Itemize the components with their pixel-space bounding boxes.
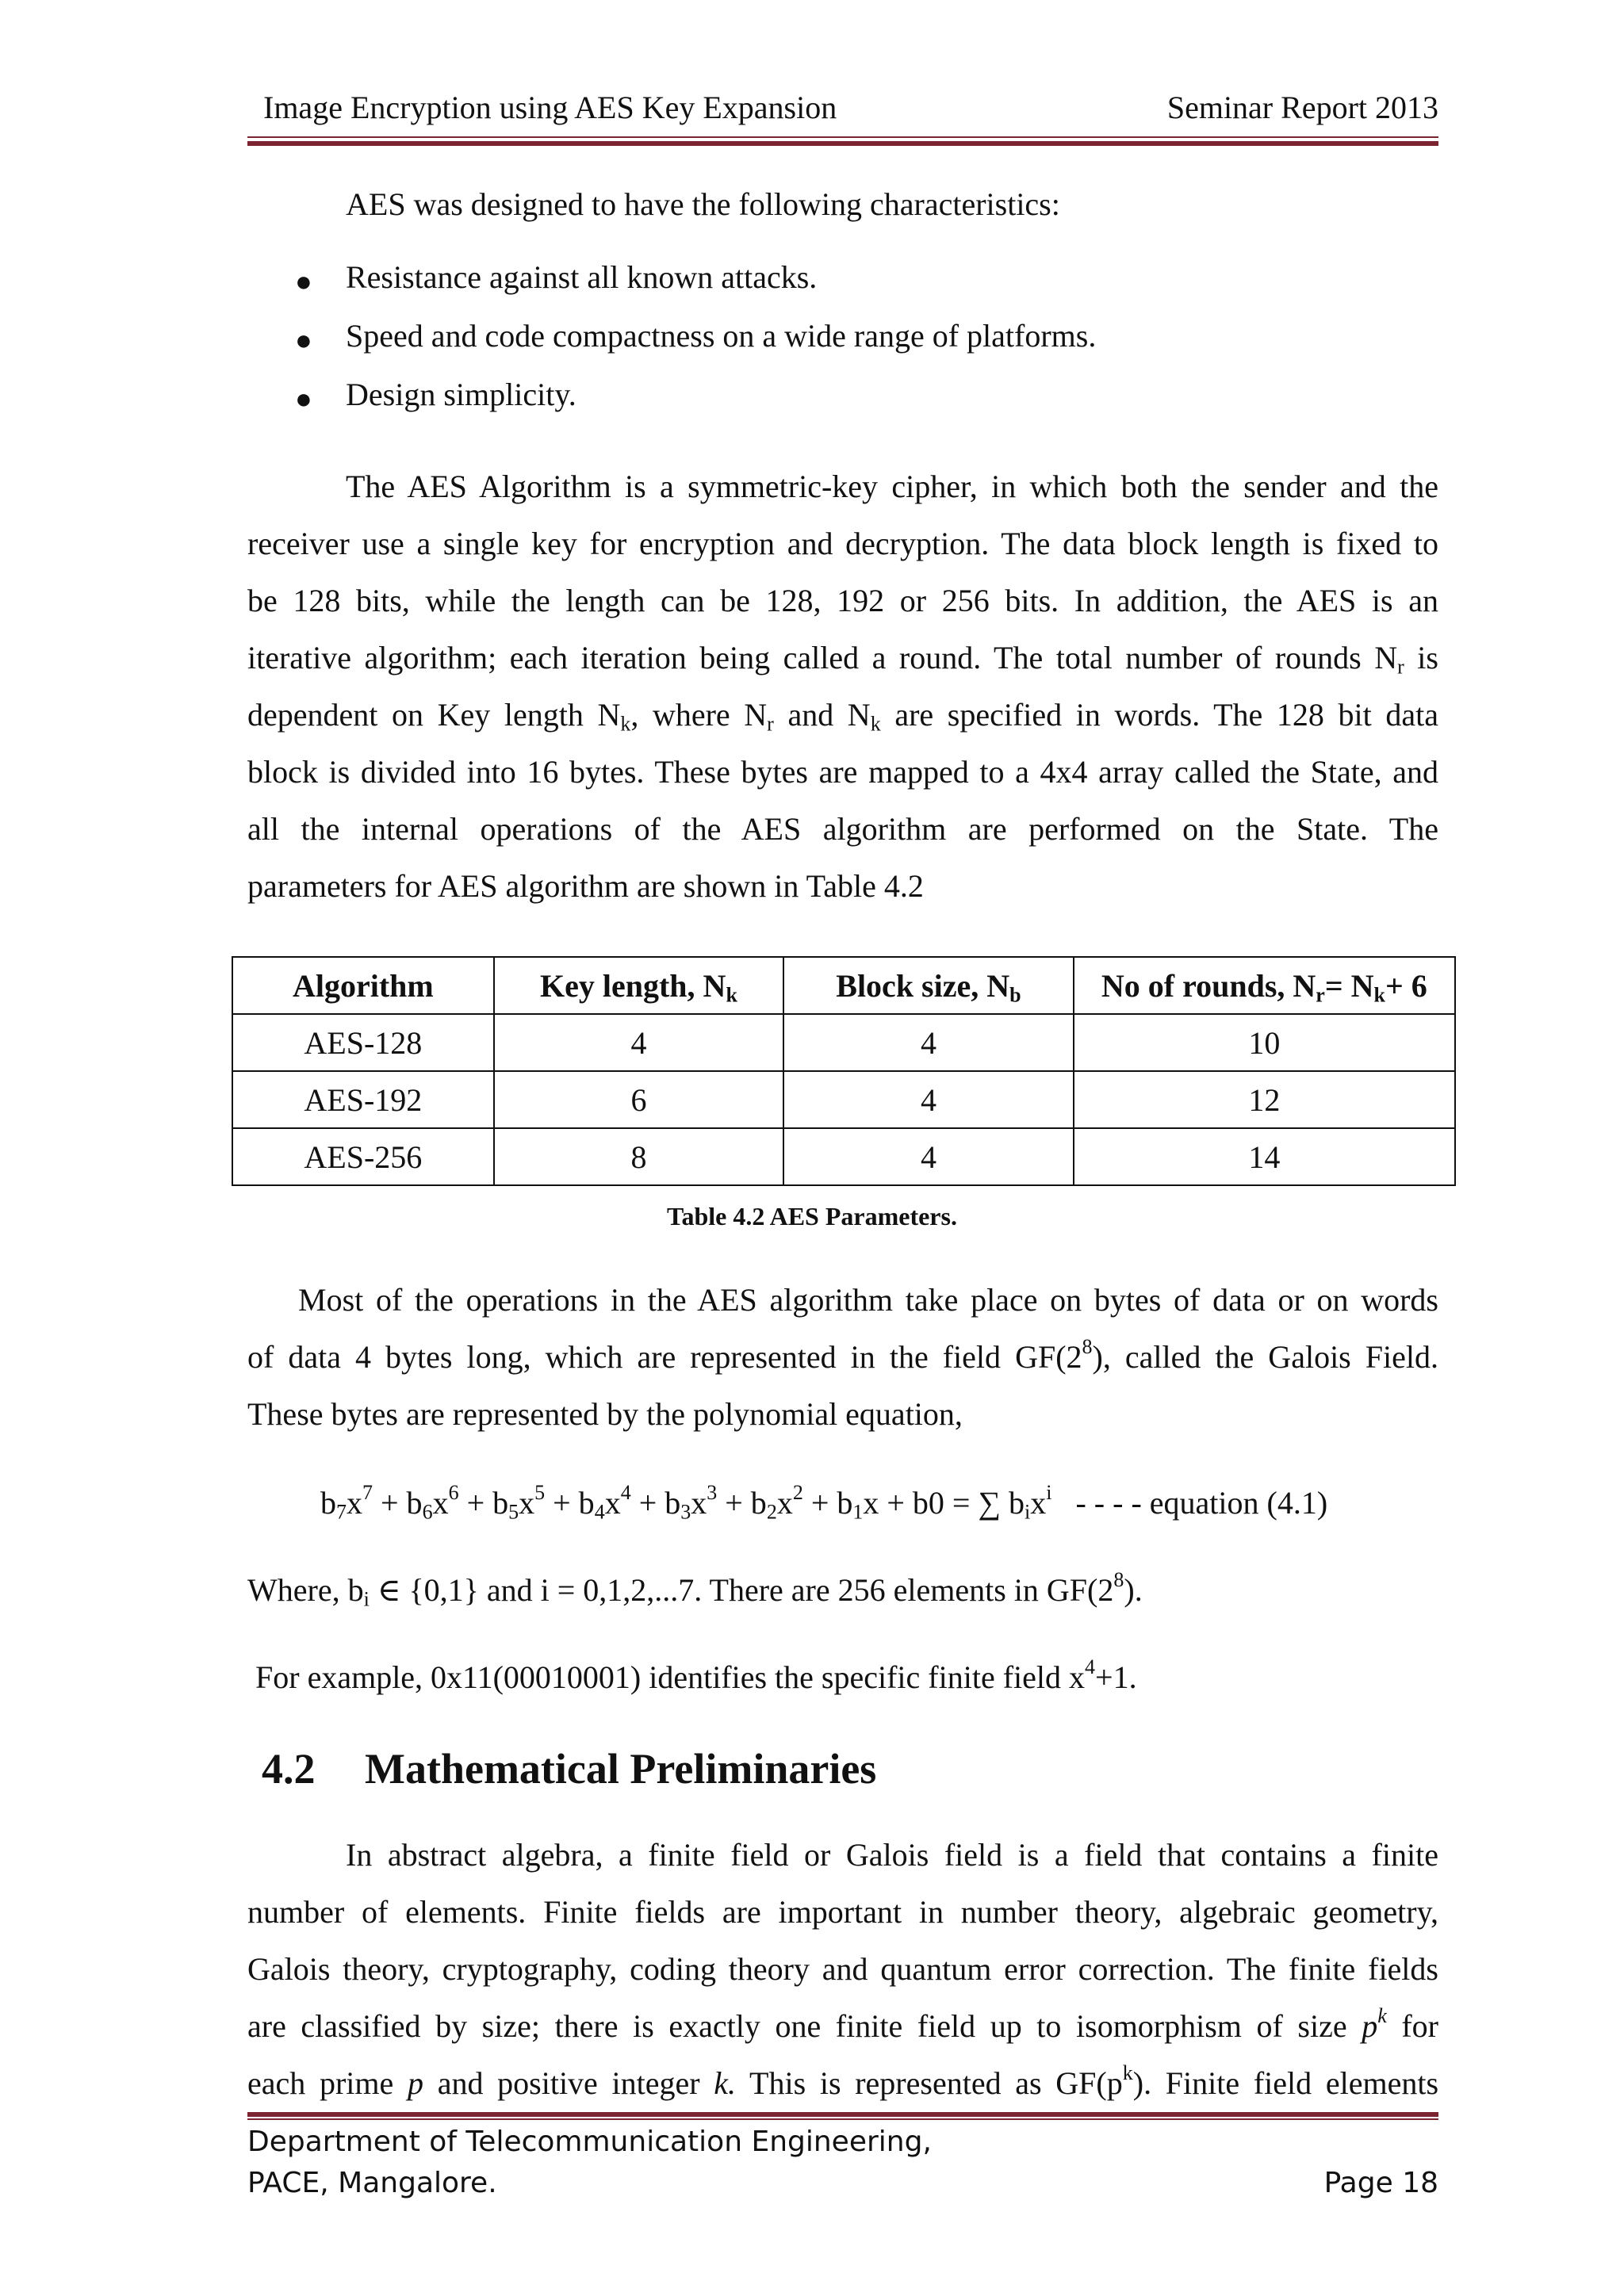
page-header [247, 89, 1438, 136]
table-cell: 4 [783, 1128, 1073, 1185]
table-row [232, 1128, 1455, 1185]
text-line: In abstract algebra, a finite field or Galois field is a field that contains a finite [346, 1837, 1438, 1873]
equation-label: equation (4.1) [1149, 1485, 1328, 1521]
text-line: Most of the operations in the AES algorithm take place on bytes of data or on words [298, 1282, 1438, 1318]
text-line: The AES Algorithm is a symmetric-key cipher, in which both the sender and the [346, 469, 1438, 504]
example-line: For example, 0x11(00010001) identifies the specific finite field $x^4+1$. [255, 1655, 1137, 1695]
header-report: Seminar Report 2013 [1166, 90, 1438, 125]
section-number: 4.2 [262, 1745, 316, 1793]
text-line: dependent on Key length $N_k$, where $N_r$ and $N_k$ are specified in words. The 128 bit data [247, 697, 1438, 736]
header-key-length: Key length, $N_k$ [494, 957, 784, 1014]
text-line: Galois theory, cryptography, coding theory and quantum error correction. The finite fields [247, 1951, 1438, 1987]
table-cell: 10 [1074, 1014, 1455, 1071]
text-line: parameters for AES algorithm are shown in Table 4.2 [247, 868, 924, 904]
table-cell: 4 [783, 1071, 1073, 1128]
table-header-row [232, 957, 1455, 1014]
text-line: of data 4 bytes long, which are represented in the field $GF(2^8)$, called the Galois Field. [247, 1334, 1439, 1375]
table-cell: AES-128 [232, 1014, 494, 1071]
bullet-icon: ● [295, 324, 312, 356]
bullet-icon: ● [295, 383, 312, 415]
text-line: are classified by size; there is exactly one finite field up to isomorphism of size $p^k$ for [247, 2003, 1439, 2044]
header-title: Image Encryption using AES Key Expansion [263, 90, 837, 125]
bullet-item: Speed and code compactness on a wide range of platforms. [346, 318, 1097, 354]
aes-parameters-table [232, 956, 1456, 1186]
header-block-size: Block size, $N_b$ [783, 957, 1073, 1014]
page-number: Page 18 [1323, 2167, 1438, 2199]
table-cell: 8 [494, 1128, 784, 1185]
table-cell: 6 [494, 1071, 784, 1128]
text-line: iterative algorithm; each iteration being called a round. The total number of rounds $N_r$ is [247, 640, 1438, 679]
footer-rule-thick [247, 2112, 1438, 2117]
text-line: be 128 bits, while the length can be 128, 192 or 256 bits. In addition, the AES is an [247, 583, 1438, 618]
equation-expression: $b_7x^7 + b_6x^6 + b_5x^5 + b_4x^4 + b_3x^3 + b_2x^2 + b_1x + b0$ = ∑ $b_ix^i$ [320, 1480, 1052, 1524]
header-algorithm: Algorithm [232, 957, 494, 1014]
table-cell: 4 [783, 1014, 1073, 1071]
where-line: Where, $b_i$ ∈ {0,1} and i = 0,1,2,...7. There are 256 elements in $GF(2^8)$. [247, 1567, 1143, 1611]
text-line: These bytes are represented by the polynomial equation, [247, 1396, 963, 1432]
text-line: number of elements. Finite fields are important in number theory, algebraic geometry, [247, 1894, 1438, 1930]
page-footer [247, 2122, 1438, 2204]
footer-college: PACE, Mangalore. [247, 2167, 497, 2199]
polynomial-equation [320, 1475, 1327, 1532]
table-cell: 4 [494, 1014, 784, 1071]
header-rule-thin [247, 136, 1438, 138]
table-cell: 14 [1074, 1128, 1455, 1185]
section-title: Mathematical Preliminaries [365, 1745, 877, 1793]
equation-dashes: - - - - [1075, 1485, 1142, 1521]
footer-rule-thin [247, 2118, 1438, 2120]
intro-text: AES was designed to have the following characteristics: [346, 186, 1060, 222]
text-line: all the internal operations of the AES algorithm are performed on the State. The [247, 811, 1438, 847]
table-row [232, 1014, 1455, 1071]
bullet-item: Design simplicity. [346, 377, 576, 412]
bullet-icon: ● [295, 266, 312, 297]
table-row [232, 1071, 1455, 1128]
footer-department: Department of Telecommunication Engineering, [247, 2126, 932, 2158]
text-line: each prime p and positive integer k. This is represented as $GF(p^k)$. Finite field elements [247, 2061, 1439, 2101]
table-cell: 12 [1074, 1071, 1455, 1128]
bullet-item: Resistance against all known attacks. [346, 259, 818, 295]
text-line: receiver use a single key for encryption and decryption. The data block length is fixed to [247, 526, 1438, 561]
table-caption: Table 4.2 AES Parameters. [667, 1202, 957, 1230]
text-line: block is divided into 16 bytes. These bytes are mapped to a 4x4 array called the State, and [247, 754, 1438, 790]
table-cell: AES-192 [232, 1071, 494, 1128]
header-rounds: No of rounds, $N_r= N_k+ 6$ [1074, 957, 1455, 1014]
header-rule-thick [247, 141, 1438, 146]
table-cell: AES-256 [232, 1128, 494, 1185]
